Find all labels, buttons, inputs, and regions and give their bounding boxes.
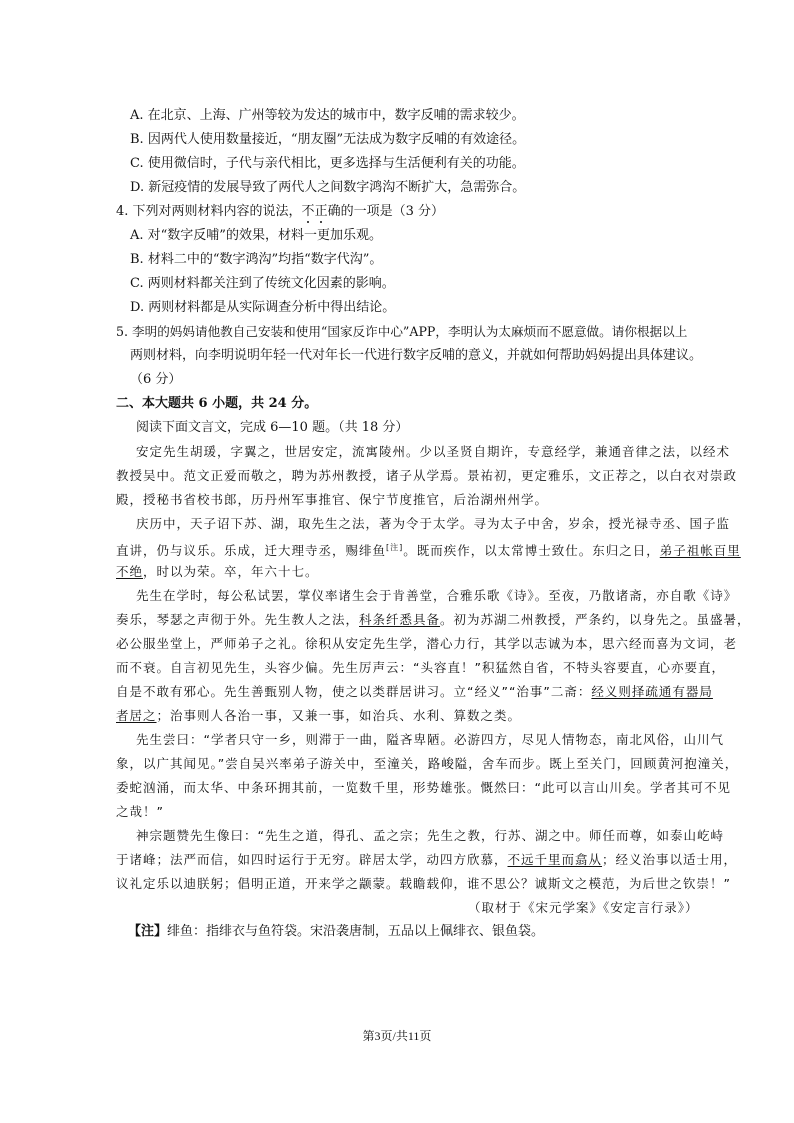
passage-p3-line-5	[116, 684, 713, 700]
passage-p3-line-1: 先生在学时，每公私试罢，掌仪率诸生会于肯善堂，合雅乐歌《诗》。至夜，乃散诸斋，亦自歌《诗》	[136, 588, 738, 603]
page-number: 第3页/共11页	[362, 1029, 432, 1043]
passage-p3-line-4: 而不衰。自言初见先生，头容少偏。先生厉声云：“头容直！”积猛然自省，不特头容要直，心亦要直，	[116, 660, 725, 675]
passage-p4-line-1: 先生尝曰：“学者只守一乡，则滞于一曲，隘吝卑陋。必游四方，尽见人情物态，南北风俗，山川气	[136, 732, 724, 747]
passage-p4-line-3: 委蛇汹涌，而太华、中条环拥其前，一览数千里，形势雄张。慨然曰：“此可以言山川矣。学者其可不见	[116, 780, 731, 795]
passage-p1-line-3: 殿，授秘书省校书郎，历丹州军事推官、保宁节度推官，后治湖州州学。	[116, 492, 549, 507]
passage-p4-line-4: 之哉！”	[116, 804, 164, 819]
section-2-instruction: 阅读下面文言文，完成 6—10 题。（共 18 分）	[136, 420, 409, 435]
underlined-sentence-1-end: 不绝	[116, 564, 144, 579]
q3-option-d: D. 新冠疫情的发展导致了两代人之间数字鸿沟不断扩大，急需弥合。	[130, 180, 526, 195]
footnote	[128, 924, 544, 940]
underlined-sentence-1: 弟子祖帐百里	[659, 543, 741, 559]
q4-stem-pre: 4. 下列对两则材料内容的说法，	[116, 204, 302, 219]
passage-p3-line-2	[116, 612, 751, 628]
passage-p1-line-2: 教授吴中。范文正爱而敬之，聘为苏州教授，诸子从学焉。景祐初，更定雅乐，文正荐之，以白衣对崇政	[116, 468, 738, 483]
passage-text: ，时以为荣。卒，年六十七。	[143, 564, 319, 579]
footnote-text: 绯鱼：指绯衣与鱼符袋。宋沿袭唐制，五品以上佩绯衣、银鱼袋。	[167, 924, 545, 939]
q3-option-b: B. 因两代人使用数量接近，“朋友圈”无法成为数字反哺的有效途径。	[130, 132, 526, 147]
passage-p5-line-3: 议礼定乐以迪朕躬；倡明正道，开来学之颛蒙。载瞻载仰，谁不思公？诚斯文之模范，为后世之钦崇！”	[116, 876, 731, 891]
underlined-phrase-bygl: 不远千里而翕从	[507, 852, 603, 867]
q4-stem-post: 确的一项是（3 分）	[327, 204, 444, 219]
underlined-sentence-2-end: 者居之	[116, 708, 157, 723]
q4-option-b: B. 材料二中的“数字鸿沟”均指“数字代沟”。	[130, 252, 383, 267]
q4-option-a: A. 对“数字反哺”的效果，材料一更加乐观。	[130, 228, 382, 243]
passage-p5-line-2	[116, 852, 737, 868]
footnote-label: 【注】	[128, 924, 168, 939]
passage-p3-line-3: 必公服坐堂上，严师弟子之礼。徐积从安定先生学，潜心力行，其学以志诚为本，思六经而喜为文词，老	[116, 636, 738, 651]
q4-option-c: C. 两则材料都关注到了传统文化因素的影响。	[130, 276, 395, 291]
passage-text: 自是不敢有邪心。先生善甄别人物，使之以类群居讲习。立“经义”“治事”二斋：	[116, 684, 592, 699]
q4-stem	[116, 204, 444, 220]
passage-p3-line-6	[116, 708, 521, 724]
passage-p5-line-1: 神宗题赞先生像曰：“先生之道，得孔、孟之宗；先生之教，行苏、湖之中。师任而尊，如泰山屹峙	[136, 828, 724, 843]
passage-text: 直讲，仍与议乐。乐成，迁大理寺丞，赐绯鱼	[116, 543, 387, 559]
underlined-sentence-2: 经义则择疏通有器局	[591, 684, 713, 699]
passage-p2-line-3	[116, 564, 319, 580]
q5-line-2: 两则材料，向李明说明年轻一代对年长一代进行数字反哺的意义，并就如何帮助妈妈提出具体建议。	[130, 348, 703, 363]
passage-source: （取材于《宋元学案》《安定言行录》）	[468, 900, 699, 915]
passage-p4-line-2: 象，以广其闻见。”尝自吴兴率弟子游关中，至潼关，路峻隘，舍车而步。既上至关门，回顾黄河抱潼关，	[116, 756, 739, 771]
passage-text: 。既而疾作，以太常博士致仕。东归之日，	[403, 543, 660, 559]
underlined-phrase-kl: 科条纤悉具备	[359, 612, 441, 627]
passage-text: 奏乐，琴瑟之声彻于外。先生教人之法，	[116, 612, 360, 627]
passage-p2-line-1: 庆历中，天子诏下苏、湖，取先生之法，著为令于太学。寻为太子中舍，岁余，授光禄寺丞、国子监	[136, 516, 731, 531]
passage-p1-line-1: 安定先生胡瑗，字翼之，世居安定，流寓陵州。少以圣贤自期许，专意经学，兼通音律之法，以经术	[136, 444, 731, 459]
q3-option-a: A. 在北京、上海、广州等较为发达的城市中，数字反哺的需求较少。	[130, 108, 525, 123]
q5-points: （6 分）	[130, 372, 182, 387]
q5-line-1: 5. 李明的妈妈请他教自己安装和使用“国家反诈中心”APP，李明认为太麻烦而不愿意做。请你根据以上	[116, 324, 688, 339]
passage-text: ；治事则人各治一事，又兼一事，如治兵、水利、算数之类。	[156, 708, 522, 723]
section-2-heading: 二、本大题共 6 小题，共 24 分。	[116, 396, 318, 411]
q4-emphasis-char-1: 不	[301, 204, 315, 219]
q4-emphasis-char-2: 正	[314, 204, 328, 219]
passage-text: ；经义治事以适士用，	[602, 852, 738, 867]
footnote-marker: [注]	[386, 543, 404, 552]
q3-option-c: C. 使用微信时，子代与亲代相比，更多选择与生活便利有关的功能。	[130, 156, 525, 171]
passage-text: 。初为苏湖二州教授，严条约，以身先之。虽盛暑，	[440, 612, 751, 627]
q4-option-d: D. 两则材料都是从实际调查分析中得出结论。	[130, 300, 396, 315]
passage-p2-line-2	[116, 540, 741, 559]
passage-text: 于诸峰；法严而信，如四时运行于无穷。辟居太学，动四方欣慕，	[116, 852, 508, 867]
